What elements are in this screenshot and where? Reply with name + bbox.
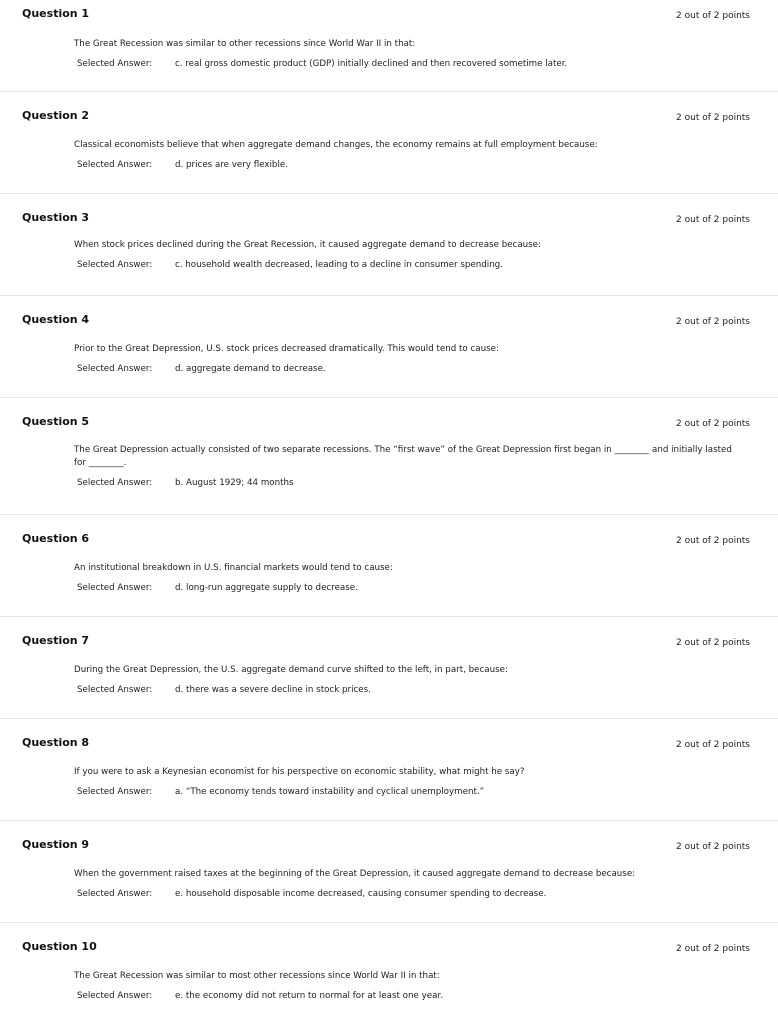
question-title: Question 7	[22, 634, 90, 647]
selected-answer-label: Selected Answer:	[77, 685, 153, 695]
question-block	[0, 719, 778, 821]
selected-answer-row	[74, 889, 738, 899]
question-prompt: The Great Depression actually consisted of two separate recessions. The “first wave” of the Great Depression first began in ________ and initially lasted for ________.	[74, 445, 732, 468]
question-points: 2 out of 2 points	[676, 740, 750, 750]
question-points: 2 out of 2 points	[676, 419, 750, 429]
selected-answer-row	[74, 685, 738, 695]
question-title: Question 3	[22, 211, 90, 224]
question-block	[0, 296, 778, 398]
question-prompt: When the government raised taxes at the beginning of the Great Depression, it caused aggregate demand to decrease because:	[74, 869, 636, 879]
selected-answer-row	[74, 260, 738, 270]
selected-answer-label: Selected Answer:	[77, 889, 153, 899]
selected-answer-label: Selected Answer:	[77, 991, 153, 1001]
selected-answer-label: Selected Answer:	[77, 160, 153, 170]
selected-answer-value: d. prices are very flexible.	[175, 160, 288, 170]
question-title: Question 8	[22, 736, 90, 749]
question-points: 2 out of 2 points	[676, 944, 750, 954]
question-block	[0, 617, 778, 719]
question-block	[0, 515, 778, 617]
selected-answer-row	[74, 364, 738, 374]
question-points: 2 out of 2 points	[676, 113, 750, 123]
question-points: 2 out of 2 points	[676, 317, 750, 327]
question-title: Question 9	[22, 838, 90, 851]
question-points: 2 out of 2 points	[676, 842, 750, 852]
question-title: Question 10	[22, 940, 97, 953]
question-prompt: Prior to the Great Depression, U.S. stock prices decreased dramatically. This would tend to cause:	[74, 344, 499, 354]
selected-answer-label: Selected Answer:	[77, 787, 153, 797]
question-prompt: The Great Recession was similar to other recessions since World War II in that:	[74, 39, 416, 49]
selected-answer-value: e. household disposable income decreased, causing consumer spending to decrease.	[175, 889, 547, 899]
question-block	[0, 821, 778, 923]
selected-answer-label: Selected Answer:	[77, 478, 153, 488]
selected-answer-row	[74, 787, 738, 797]
selected-answer-value: c. household wealth decreased, leading to a decline in consumer spending.	[175, 260, 503, 270]
selected-answer-row	[74, 160, 738, 170]
question-prompt: An institutional breakdown in U.S. financial markets would tend to cause:	[74, 563, 393, 573]
selected-answer-row	[74, 478, 738, 488]
selected-answer-row	[74, 991, 738, 1001]
selected-answer-value: a. “The economy tends toward instability and cyclical unemployment.”	[175, 787, 485, 797]
selected-answer-value: d. aggregate demand to decrease.	[175, 364, 326, 374]
question-title: Question 6	[22, 532, 90, 545]
selected-answer-value: c. real gross domestic product (GDP) initially declined and then recovered sometime later.	[175, 59, 568, 69]
question-block	[0, 398, 778, 515]
selected-answer-row	[74, 59, 738, 69]
selected-answer-value: e. the economy did not return to normal for at least one year.	[175, 991, 443, 1001]
selected-answer-label: Selected Answer:	[77, 583, 153, 593]
selected-answer-value: d. long-run aggregate supply to decrease.	[175, 583, 358, 593]
selected-answer-label: Selected Answer:	[77, 364, 153, 374]
question-points: 2 out of 2 points	[676, 11, 750, 21]
selected-answer-value: b. August 1929; 44 months	[175, 478, 294, 488]
question-title: Question 2	[22, 109, 90, 122]
question-block	[0, 92, 778, 194]
question-points: 2 out of 2 points	[676, 536, 750, 546]
selected-answer-value: d. there was a severe decline in stock prices.	[175, 685, 371, 695]
question-title: Question 5	[22, 415, 90, 428]
selected-answer-label: Selected Answer:	[77, 260, 153, 270]
selected-answer-row	[74, 583, 738, 593]
question-prompt: When stock prices declined during the Great Recession, it caused aggregate demand to decrease because:	[74, 240, 541, 250]
question-title: Question 4	[22, 313, 90, 326]
question-prompt: If you were to ask a Keynesian economist for his perspective on economic stability, what might he say?	[74, 767, 525, 777]
question-prompt: During the Great Depression, the U.S. aggregate demand curve shifted to the left, in part, because:	[74, 665, 508, 675]
question-prompt: Classical economists believe that when aggregate demand changes, the economy remains at full employment because:	[74, 140, 598, 150]
question-points: 2 out of 2 points	[676, 215, 750, 225]
question-title: Question 1	[22, 7, 90, 20]
question-points: 2 out of 2 points	[676, 638, 750, 648]
question-block	[0, 923, 778, 1022]
selected-answer-label: Selected Answer:	[77, 59, 153, 69]
question-block	[0, 0, 778, 92]
question-prompt: The Great Recession was similar to most other recessions since World War II in that:	[74, 971, 440, 981]
question-block	[0, 194, 778, 296]
